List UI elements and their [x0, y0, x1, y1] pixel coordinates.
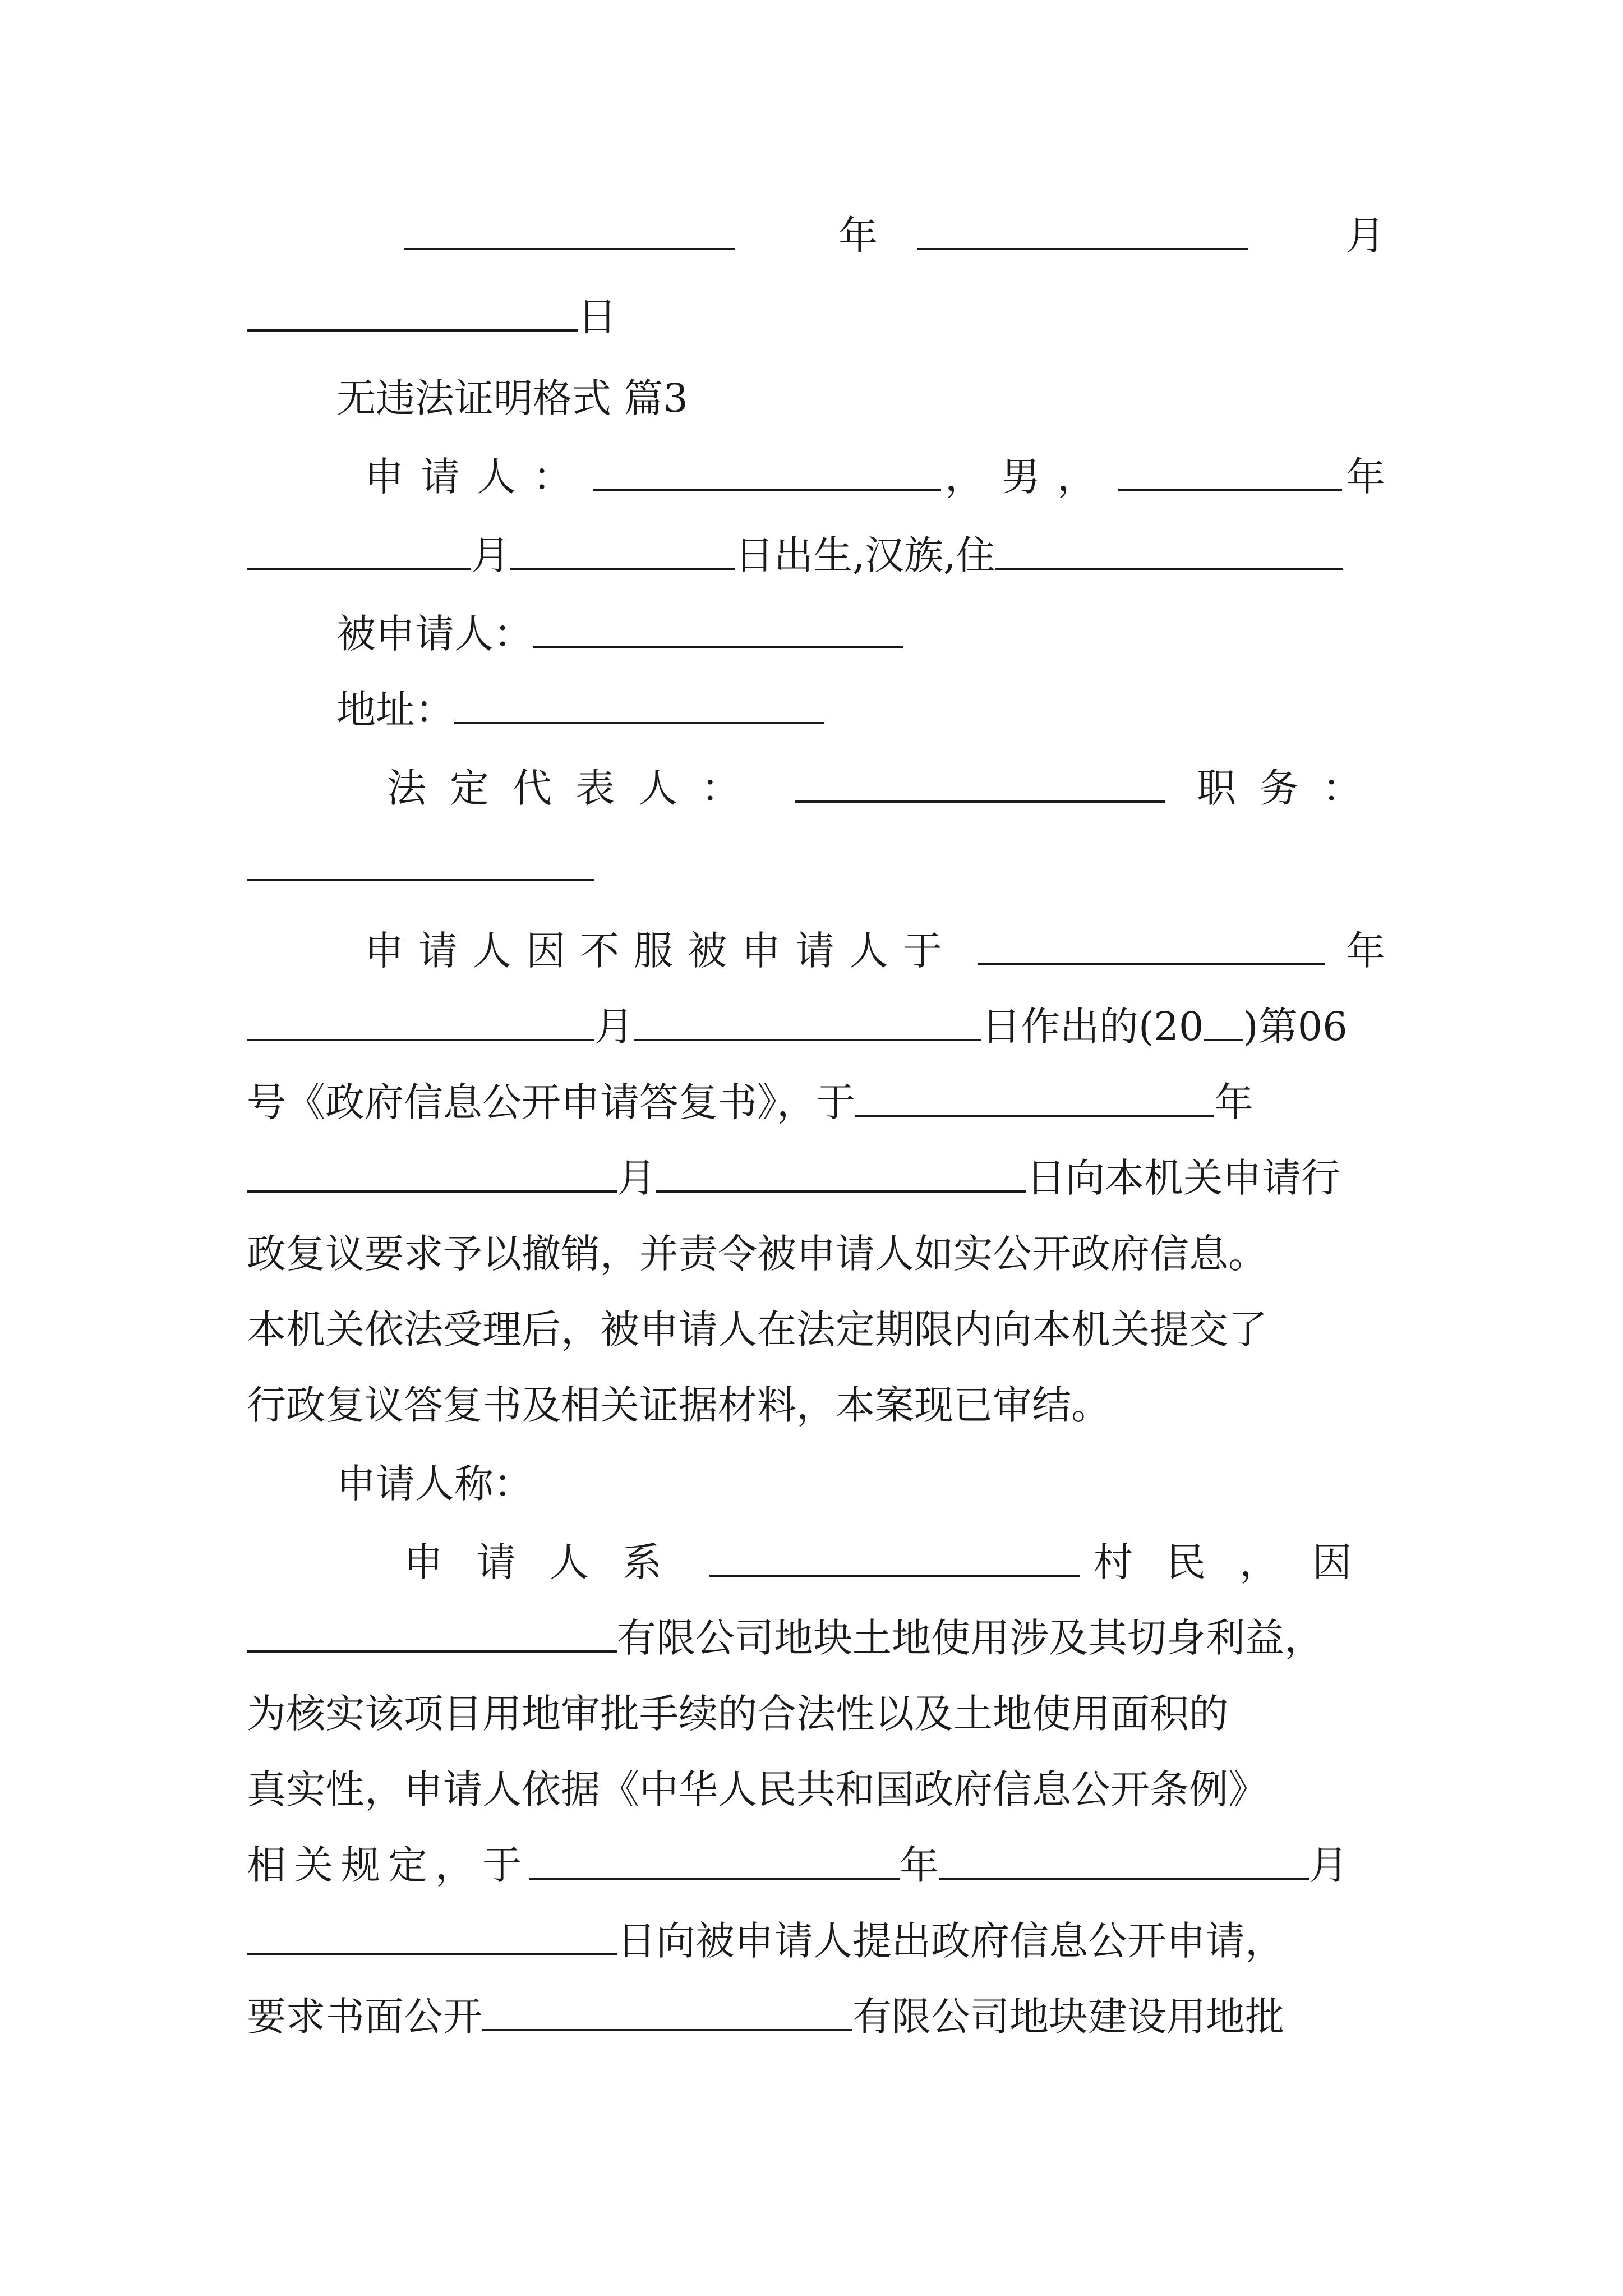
legal-rep-label: 法定代表人： [387, 765, 764, 811]
decision-month-label: 月 [594, 1004, 634, 1050]
para2-line5 [247, 1826, 1385, 1904]
date-line [404, 196, 1385, 275]
request-month-label: 月 [1309, 1842, 1348, 1888]
decision-year-suffix-blank [1204, 1039, 1243, 1041]
year-label: 年 [838, 213, 878, 259]
request-year-label: 年 [900, 1842, 939, 1888]
birth-year-label: 年 [1346, 454, 1385, 500]
para1-line7 [247, 1366, 1385, 1444]
respondent-line [336, 595, 1475, 673]
birth-year-blank [1118, 489, 1342, 491]
apply-month-blank [247, 1190, 617, 1193]
para2-line3 [247, 1674, 1385, 1753]
para1-line6 [247, 1290, 1385, 1369]
para1-text-7: 行政复议答复书及相关证据材料，本案现已审结。 [247, 1382, 1110, 1428]
respondent-label: 被申请人： [336, 611, 533, 657]
para2-line2 [247, 1599, 1385, 1677]
para1-text-5: 政复议要求予以撤销，并责令被申请人如实公开政府信息。 [247, 1231, 1267, 1277]
month-blank [917, 248, 1248, 250]
day-line [247, 278, 1385, 356]
para2-l7-lead: 要求书面公开 [247, 1994, 482, 2040]
respondent-blank [533, 646, 903, 648]
apply-text: 日向本机关申请行 [1026, 1155, 1340, 1201]
applicant-gender: ，男， [945, 454, 1113, 500]
birth-month-label: 月 [471, 532, 510, 578]
para2-text-3: 为核实该项目用地审批手续的合法性以及土地使用面积的 [247, 1691, 1228, 1737]
request-year-blank [529, 1878, 900, 1880]
birth-day-blank [510, 568, 735, 570]
applicant-claims-label: 申请人称： [336, 1461, 533, 1507]
request-month-blank [939, 1878, 1309, 1880]
month-label: 月 [1346, 213, 1385, 259]
para2-line4 [247, 1750, 1385, 1829]
day-blank [247, 329, 578, 332]
para2-company: 有限公司地块土地使用涉及其切身利益， [617, 1615, 1324, 1661]
para2-line7 [247, 1977, 1385, 2056]
position-label: 职务： [1197, 765, 1385, 811]
day-label: 日 [578, 294, 617, 340]
para1-line2 [247, 987, 1385, 1066]
para2-line6 [247, 1902, 1385, 1980]
apply-day-blank [656, 1190, 1026, 1193]
request-day-blank [247, 1953, 617, 1955]
company2-blank [482, 2029, 852, 2031]
applicant-name-blank [593, 489, 941, 491]
applicant-birth-line [247, 516, 1385, 595]
para1-line5 [247, 1214, 1385, 1293]
decision-day-blank [634, 1039, 981, 1041]
para1-line3 [247, 1063, 1385, 1142]
apply-month-label: 月 [617, 1155, 656, 1201]
decision-year-blank [978, 963, 1325, 965]
para2-lead: 申请人系 [404, 1539, 695, 1585]
para2-line1 [404, 1523, 1385, 1602]
year-blank [404, 248, 735, 250]
section-title-text: 无违法证明格式 篇3 [336, 375, 688, 421]
position-blank-line [247, 827, 1385, 906]
apply-year-label: 年 [1214, 1079, 1253, 1125]
village-blank [709, 1575, 1080, 1577]
para2-text-6: 日向被申请人提出政府信息公开申请， [617, 1918, 1284, 1964]
address-blank [454, 722, 824, 724]
address-label: 地址： [336, 687, 454, 733]
decision-made: 日作出的(20 [981, 1004, 1204, 1050]
decision-year-label: 年 [1346, 928, 1385, 974]
position-blank [247, 879, 594, 881]
applicant-claims-line [336, 1444, 1475, 1523]
para2-text-4: 真实性，申请人依据《中华人民共和国政府信息公开条例》 [247, 1766, 1267, 1812]
legal-rep-line [387, 749, 1385, 827]
residence-blank [995, 568, 1343, 570]
legal-rep-blank [795, 800, 1165, 803]
applicant-label: 申请人： [365, 454, 589, 500]
para1-text-6: 本机关依法受理后，被申请人在法定期限内向本机关提交了 [247, 1306, 1267, 1352]
section-title [336, 359, 1475, 438]
birth-day-label: 日出生,汉族,住 [735, 532, 995, 578]
para1-line1 [365, 912, 1385, 990]
para1-line4 [247, 1139, 1385, 1217]
para2-villager: 村民，因 [1094, 1539, 1385, 1585]
para1-lead: 申请人因不服被申请人于 [365, 928, 957, 974]
decision-month-blank [247, 1039, 594, 1041]
para2-l5-lead: 相关规定，于 [247, 1842, 529, 1888]
decision-doc-no: )第06 [1243, 1004, 1348, 1050]
doc-title: 号《政府信息公开申请答复书》，于 [247, 1079, 855, 1125]
apply-year-blank [855, 1115, 1214, 1117]
company-blank [247, 1650, 617, 1653]
applicant-line [365, 438, 1385, 516]
para2-l7-tail: 有限公司地块建设用地批 [852, 1994, 1284, 2040]
address-line [336, 670, 1475, 749]
birth-month-blank [247, 568, 471, 570]
